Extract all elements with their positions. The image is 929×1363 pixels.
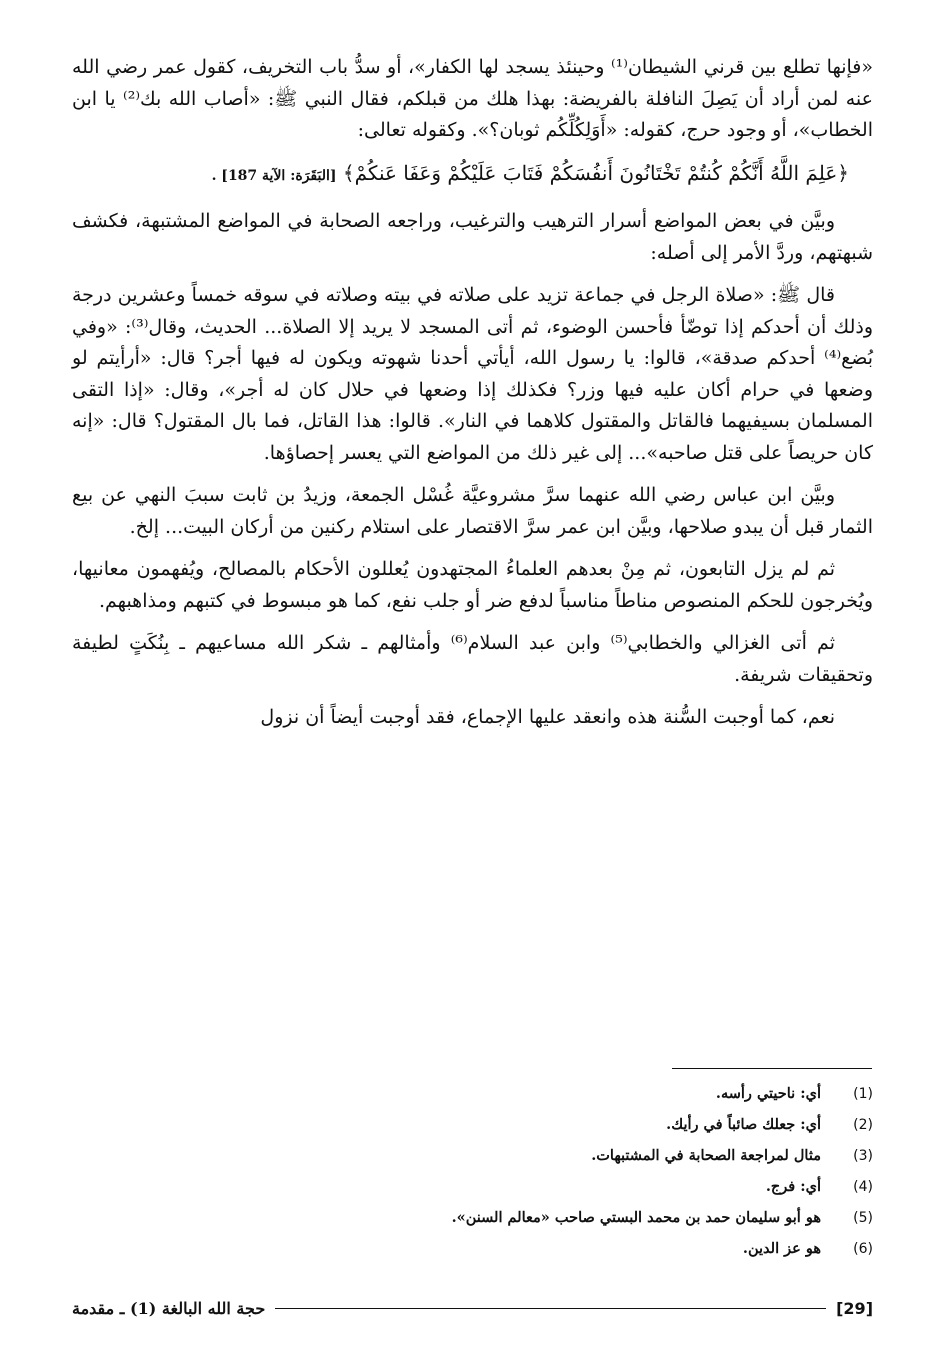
footnote-text: هو أبو سليمان حمد بن محمد البستي صاحب «معالم السنن». bbox=[451, 1209, 821, 1226]
footnote-number: (3) bbox=[853, 1147, 873, 1164]
quran-verse bbox=[72, 158, 873, 193]
footnote-divider bbox=[672, 1068, 872, 1069]
footnote-text: مثال لمراجعة الصحابة في المشتبهات. bbox=[591, 1147, 821, 1164]
footnote-item bbox=[400, 1202, 873, 1233]
footnote-text: أي: فرج. bbox=[765, 1178, 821, 1195]
footnote-item bbox=[400, 1140, 873, 1171]
footnote-item bbox=[400, 1078, 873, 1109]
footnotes bbox=[400, 1078, 873, 1264]
footnote-number: (4) bbox=[853, 1178, 873, 1195]
quran-verse-text: ﴿عَلِمَ اللَّهُ أَنَّكُمْ كُنتُمْ تَخْتَانُونَ أَنفُسَكُمْ فَتَابَ عَلَيْكُمْ وَعَفَا عَنكُمْ﴾ bbox=[342, 160, 849, 185]
paragraph-2: وبيَّن في بعض المواضع أسرار الترهيب والترغيب، وراجعه الصحابة في المواضع المشتبهة، فكشف شبهتهم، وردَّ الأمر إلى أصله: bbox=[72, 210, 873, 264]
book-title: حجة الله البالغة (1) ـ مقدمة bbox=[72, 1298, 266, 1318]
footnote-item bbox=[400, 1233, 873, 1264]
footnote-number: (6) bbox=[853, 1240, 873, 1257]
footnote-text: أي: جعلك صائباً في رأيك. bbox=[666, 1116, 821, 1133]
footer-rule bbox=[275, 1308, 826, 1309]
paragraph-1: «فإنها تطلع بين قرني الشيطان⁽¹⁾ وحينئذ يسجد لها الكفار»، أو سدُّ باب التخريف، كقول عمر رضي الله عنه لمن أراد أن يَصِلَ النافلة بالفريضة: بهذا هلك من قبلكم، فقال النبي ﷺ: «أصاب الله بك⁽²⁾ يا ابن الخطاب»، أو وجود حرج، كقوله: «أَوَلِكُلِّكُم ثوبان؟». وكقوله تعالى: bbox=[72, 56, 873, 141]
quran-reference: [البَقَرَة: الآية 187] . bbox=[211, 167, 337, 184]
paragraph-5: ثم لم يزل التابعون، ثم مِنْ بعدهم العلماءُ المجتهدون يُعللون الأحكام بالمصالح، ويُفهمون معانيها، ويُخرجون للحكم المنصوص مناطاً مناسباً لدفع ضر أو جلب نفع، كما هو مبسوط في كتبهم ومذاهبهم. bbox=[72, 558, 873, 612]
paragraph-4: وبيَّن ابن عباس رضي الله عنهما سرَّ مشروعيَّة غُسْل الجمعة، وزيدُ بن ثابت سببَ النهي عن بيع الثمار قبل أن يبدو صلاحها، وبيَّن ابن عمر سرَّ الاقتصار على استلام ركنين من أركان البيت... إلخ. bbox=[72, 484, 873, 538]
footnote-item bbox=[400, 1171, 873, 1202]
footnote-number: (5) bbox=[853, 1209, 873, 1226]
footnote-text: هو عز الدين. bbox=[742, 1240, 821, 1257]
page-footer bbox=[72, 1296, 873, 1320]
footnote-item bbox=[400, 1109, 873, 1140]
page-number: [29] bbox=[836, 1298, 873, 1318]
paragraph-7: نعم، كما أوجبت السُّنة هذه وانعقد عليها الإجماع، فقد أوجبت أيضاً أن نزول bbox=[260, 706, 835, 728]
footnote-number: (1) bbox=[853, 1085, 873, 1102]
footnote-number: (2) bbox=[853, 1116, 873, 1133]
main-text bbox=[72, 52, 873, 745]
footnote-text: أي: ناحيتي رأسه. bbox=[715, 1085, 821, 1102]
paragraph-3: قال ﷺ: «صلاة الرجل في جماعة تزيد على صلاته في بيته وصلاته في سوقه خمساً وعشرين درجة وذلك أن أحدكم إذا توضّأ فأحسن الوضوء، ثم أتى المسجد لا يريد إلا الصلاة... الحديث، وقال⁽³⁾: «وفي بُضع⁽⁴⁾ أحدكم صدقة»، قالوا: يا رسول الله، أيأتي أحدنا شهوته ويكون له فيها أجر؟ قال: «أرأيتم لو وضعها في حرام أكان عليه فيها وزر؟ فكذلك إذا وضعها في حلال كان له أجر»، وقال: «إذا التقى المسلمان بسيفيهما فالقاتل والمقتول كلاهما في النار». قالوا: هذا القاتل، فما بال المقتول؟ قال: «إنه كان حريصاً على قتل صاحبه»... إلى غير ذلك من المواضع التي يعسر إحصاؤها. bbox=[72, 284, 873, 464]
paragraph-6: ثم أتى الغزالي والخطابي⁽⁵⁾ وابن عبد السلام⁽⁶⁾ وأمثالهم ـ شكر الله مساعيهم ـ بِنُكَتٍ لطيفة وتحقيقات شريفة. bbox=[72, 632, 873, 686]
